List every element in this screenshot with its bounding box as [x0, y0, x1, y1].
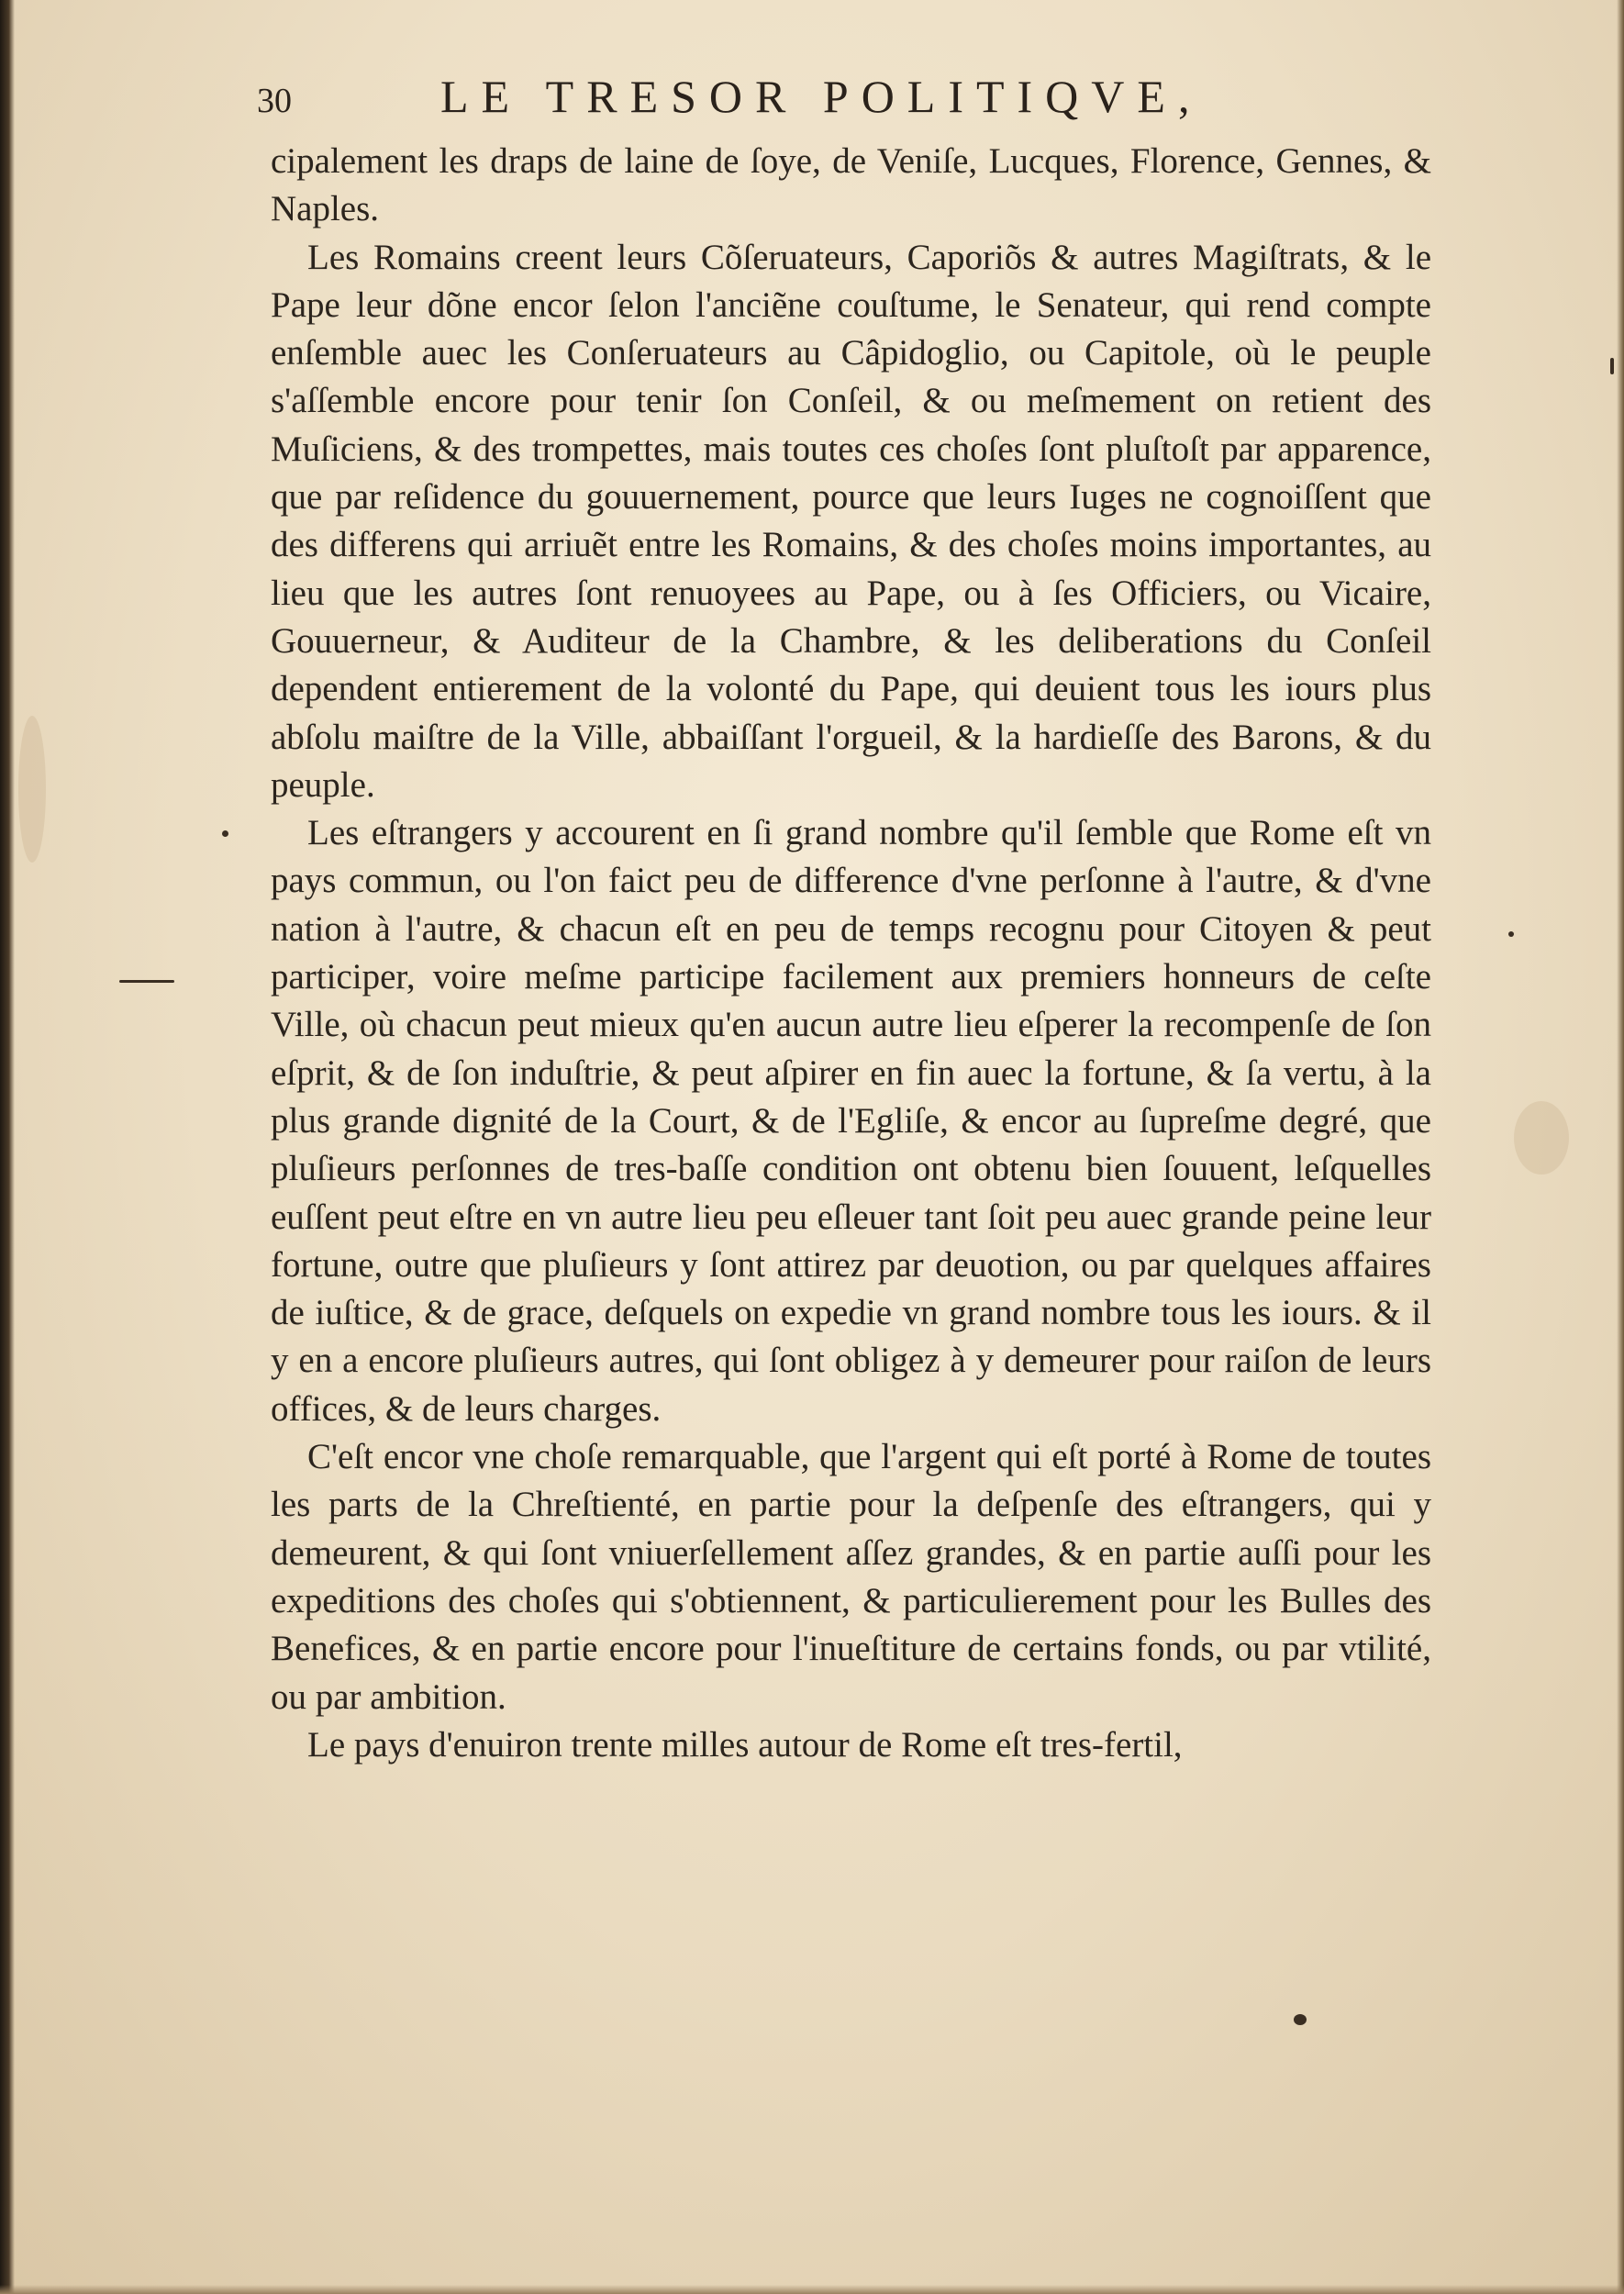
book-title: LE TRESOR POLITIQVE, — [440, 71, 1203, 122]
binding-shadow — [0, 0, 15, 2294]
margin-mark — [119, 980, 174, 983]
page-bottom-edge — [0, 2285, 1624, 2294]
page-edge-shadow — [1617, 0, 1624, 2294]
running-head — [257, 64, 1440, 138]
paragraph-continuation: cipalement les draps de laine de ſoye, de Veniſe, Lucques, Florence, Gennes, & Naples. — [271, 141, 1431, 229]
paragraph: C'eſt encor vne choſe remarquable, que l'argent qui eſt porté à Rome de toutes les parts de la Chreſtienté, en partie pour la deſpenſe des eſtrangers, qui y demeurent, & qui ſont vniuerſellement aſſez grandes, & en partie auſſi pour les expeditions des choſes qui s'obtiennent, & particulierement pour les Bulles des Benefices, & en partie encore pour l'inueſtiture de certains fonds, ou par vtilité, ou par ambition. — [271, 1437, 1431, 1717]
body-text — [271, 138, 1431, 1769]
page-edge-mark — [1610, 358, 1614, 374]
paragraph: Les eſtrangers y accourent en ſi grand nombre qu'il ſemble que Rome eſt vn pays commun, ou l'on faict peu de difference d'vne perſonne à l'autre, & d'vne nation à l'autre, & chacun eſt en peu de temps recognu pour Citoyen & peut participer, voire meſme participe facilement aux premiers honneurs de ceſte Ville, où chacun peut mieux qu'en aucun autre lieu eſperer la recompenſe de ſon eſprit, & de ſon induſtrie, & peut aſpirer en fin auec la fortune, & ſa vertu, à la plus grande dignité de la Court, & de l'Egliſe, & encor au ſupreſme degré, que pluſieurs perſonnes de tres-baſſe condition ont obtenu bien ſouuent, leſquelles euſſent peut eſtre en vn autre lieu peu eſleuer tant ſoit peu auec grande peine leur fortune, outre que pluſieurs y ſont attirez par deuotion, ou par quelques affaires de iuſtice, & de grace, deſquels on expedie vn grand nombre tous les iours. & il y en a encore pluſieurs autres, qui ſont obligez à y demeurer pour raiſon de leurs offices, & de leurs charges. — [271, 813, 1431, 1429]
ink-speck — [222, 830, 228, 837]
stain-mark — [18, 716, 46, 863]
stain-mark — [1514, 1101, 1569, 1175]
ink-speck — [1294, 2014, 1307, 2025]
page-number: 30 — [257, 82, 292, 120]
paragraph: Les Romains creent leurs Cõſeruateurs, Caporiõs & autres Magiſtrats, & le Pape leur dõne encor ſelon l'anciẽne couſtume, le Senateur, qui rend compte enſemble auec les Conſeruateurs au Câpidoglio, ou Capitole, où le peuple s'aſſemble encore pour tenir ſon Conſeil, & ou meſmement on retient des Muſiciens, & des trompettes, mais toutes ces choſes ſont pluſtoſt par apparence, que par reſidence du gouuernement, pource que leurs Iuges ne cognoiſſent que des differens qui arriuẽt entre les Romains, & des choſes moins importantes, au lieu que les autres ſont renuoyees au Pape, ou à ſes Officiers, ou Vicaire, Gouuerneur, & Auditeur de la Chambre, & les deliberations du Conſeil dependent entierement de la volonté du Pape, qui deuient tous les iours plus abſolu maiſtre de la Ville, abbaiſſant l'orgueil, & la hardieſſe des Barons, & du peuple. — [271, 237, 1431, 805]
paragraph: Le pays d'enuiron trente milles autour de Rome eſt tres-fertil, — [307, 1724, 1183, 1765]
ink-speck — [1508, 931, 1514, 937]
